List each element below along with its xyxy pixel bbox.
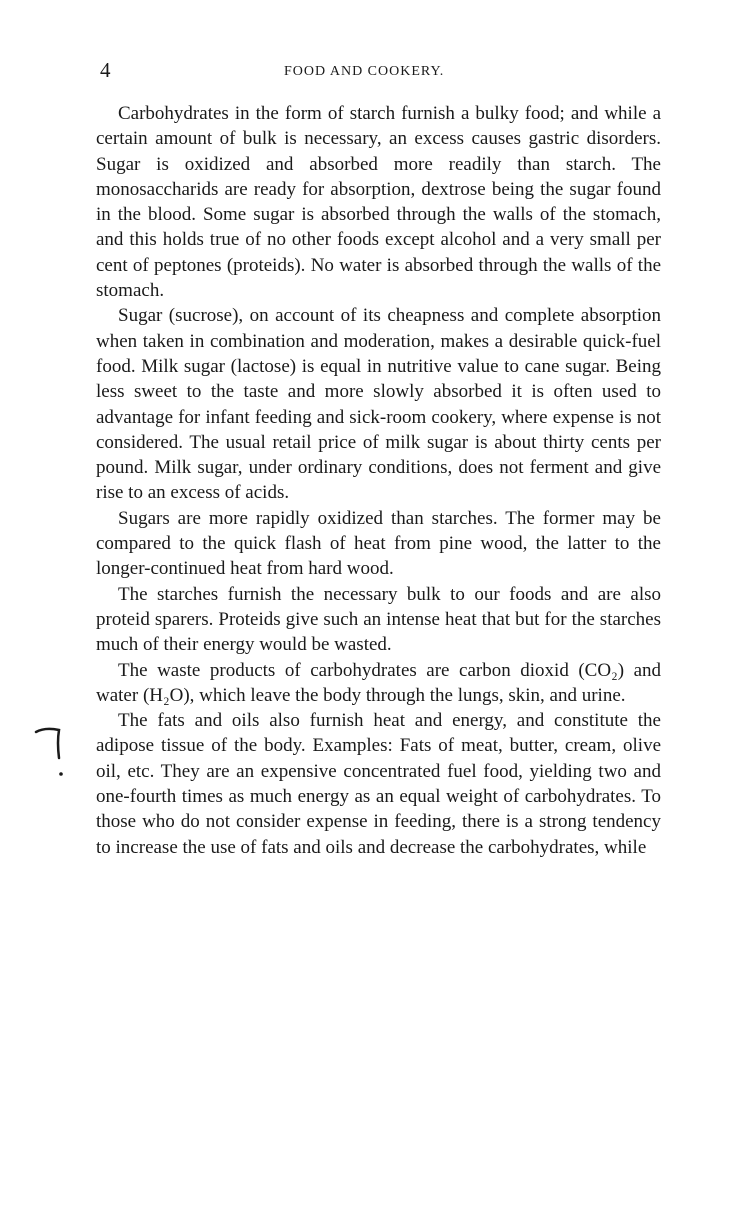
paragraph-fats-oils: The fats and oils also furnish heat and energy, and constitute the adipose tissue of the body. Examples: Fats of meat, butter, cream, olive oil, etc. They are an expensive concentrated fuel food, yielding two and one-fourth times as much energy as an equal weight of carbohydrates. To those who do not consider expense in feeding, there is a strong tendency to increase the use of fats and oils and decrease the carbohydrates, while [96, 710, 661, 858]
paragraph-starches-bulk: The starches furnish the necessary bulk to our foods and are also proteid sparers. Proteids give such an intense heat that but for the starches much of their energy would be wasted. [96, 583, 661, 656]
page-number: 4 [100, 58, 111, 82]
paragraph-sugar-sucrose: Sugar (sucrose), on account of its cheapness and complete absorption when taken in combination and moderation, makes a desirable quick-fuel food. Milk sugar (lactose) is equal in nutritive value to cane sugar. Being less sweet to the taste and more slowly absorbed it is often used to advantage for infant feeding and sick-room cookery, where expense is not considered. The usual retail price of milk sugar is about thirty cents per pound. Milk sugar, under ordinary conditions, does not ferment and give rise to an excess of acids. [96, 305, 661, 504]
paragraph-sugars-oxidized: Sugars are more rapidly oxidized than starches. The former may be compared to the quick flash of heat from pine wood, the latter to the longer-continued heat from hard wood. [96, 507, 661, 580]
running-title: FOOD AND COOKERY. [284, 64, 445, 79]
paragraph-carbohydrates-starch: Carbohydrates in the form of starch furnish a bulky food; and while a certain amount of bulk is necessary, an excess causes gastric disorders. Sugar is oxidized and absorbed more readily than starch. The monosaccharids are ready for absorption, dextrose being the sugar found in the blood. Some sugar is absorbed through the walls of the stomach, and this holds true of no other foods except alcohol and a very small per cent of peptones (proteids). No water is absorbed through the walls of the stomach. [96, 103, 661, 302]
paragraph-waste-products: The waste products of carbohydrates are carbon dioxid (CO₂) and water (H₂O), which leave the body through the lungs, skin, and urine. [96, 659, 661, 706]
page-body [96, 101, 661, 860]
handwritten-margin-mark [33, 724, 73, 784]
